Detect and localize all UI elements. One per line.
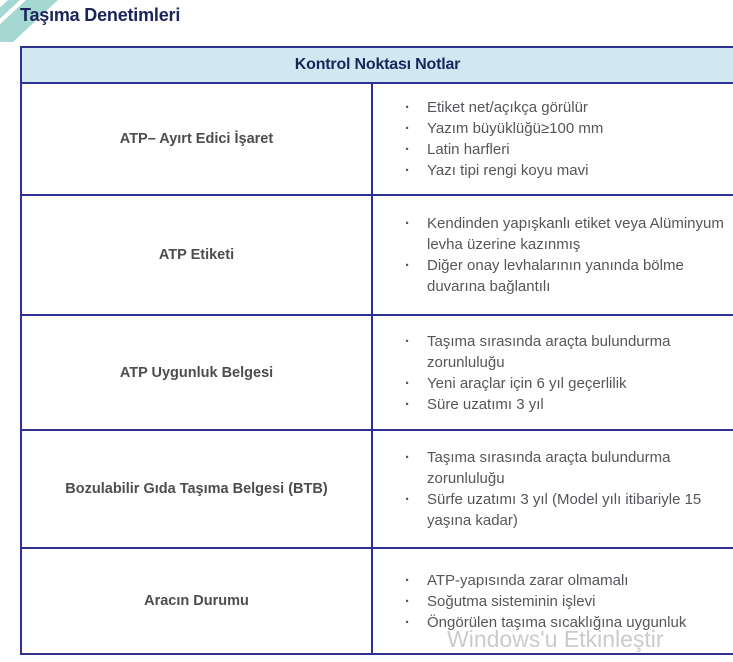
note-item: · Kendinden yapışkanlı etiket veya Alüminyum levha üzerine kazınmış: [427, 213, 727, 255]
note-item: · Yazım büyüklüğü≥100 mm: [427, 118, 603, 139]
table-row: [22, 316, 733, 431]
note-item: · Sürfe uzatımı 3 yıl (Model yılı itibariyle 15 yaşına kadar): [427, 489, 727, 531]
note-item: · Taşıma sırasında araçta bulundurma zorunluluğu: [427, 331, 727, 373]
note-list: [373, 97, 603, 181]
table-row: [22, 84, 733, 196]
row-label: ATP– Ayırt Edici İşaret: [22, 84, 373, 194]
note-item: · Süre uzatımı 3 yıl: [427, 394, 727, 415]
note-item: · Taşıma sırasında araçta bulundurma zorunluluğu: [427, 447, 727, 489]
row-notes-cell: [373, 316, 733, 429]
row-label: Bozulabilir Gıda Taşıma Belgesi (BTB): [22, 431, 373, 547]
row-notes-cell: [373, 549, 733, 653]
note-item: · ATP-yapısında zarar olmamalı: [427, 570, 686, 591]
note-item: · Yazı tipi rengi koyu mavi: [427, 160, 603, 181]
note-item: · Latin harfleri: [427, 139, 603, 160]
table-body: [22, 84, 733, 655]
control-points-table: [20, 46, 733, 655]
note-item: · Diğer onay levhalarının yanında bölme duvarına bağlantılı: [427, 255, 727, 297]
row-label: Aracın Durumu: [22, 549, 373, 653]
row-notes-cell: [373, 196, 733, 314]
row-label: ATP Uygunluk Belgesi: [22, 316, 373, 429]
row-label: ATP Etiketi: [22, 196, 373, 314]
table-row: [22, 431, 733, 549]
note-item: · Etiket net/açıkça görülür: [427, 97, 603, 118]
note-item: · Soğutma sisteminin işlevi: [427, 591, 686, 612]
note-list: [373, 213, 727, 297]
table-row: [22, 549, 733, 655]
table-row: [22, 196, 733, 316]
note-item: · Yeni araçlar için 6 yıl geçerlilik: [427, 373, 727, 394]
note-list: [373, 447, 727, 531]
note-list: [373, 331, 727, 415]
row-notes-cell: [373, 431, 733, 547]
windows-activation-watermark: Windows'u Etkinleştir: [447, 626, 664, 652]
note-item: · Öngörülen taşıma sıcaklığına uygunluk: [427, 612, 686, 633]
page-title: Taşıma Denetimleri: [20, 5, 181, 25]
row-notes-cell: [373, 84, 733, 194]
note-list: [373, 570, 686, 633]
table-header: Kontrol Noktası Notlar: [22, 48, 733, 84]
